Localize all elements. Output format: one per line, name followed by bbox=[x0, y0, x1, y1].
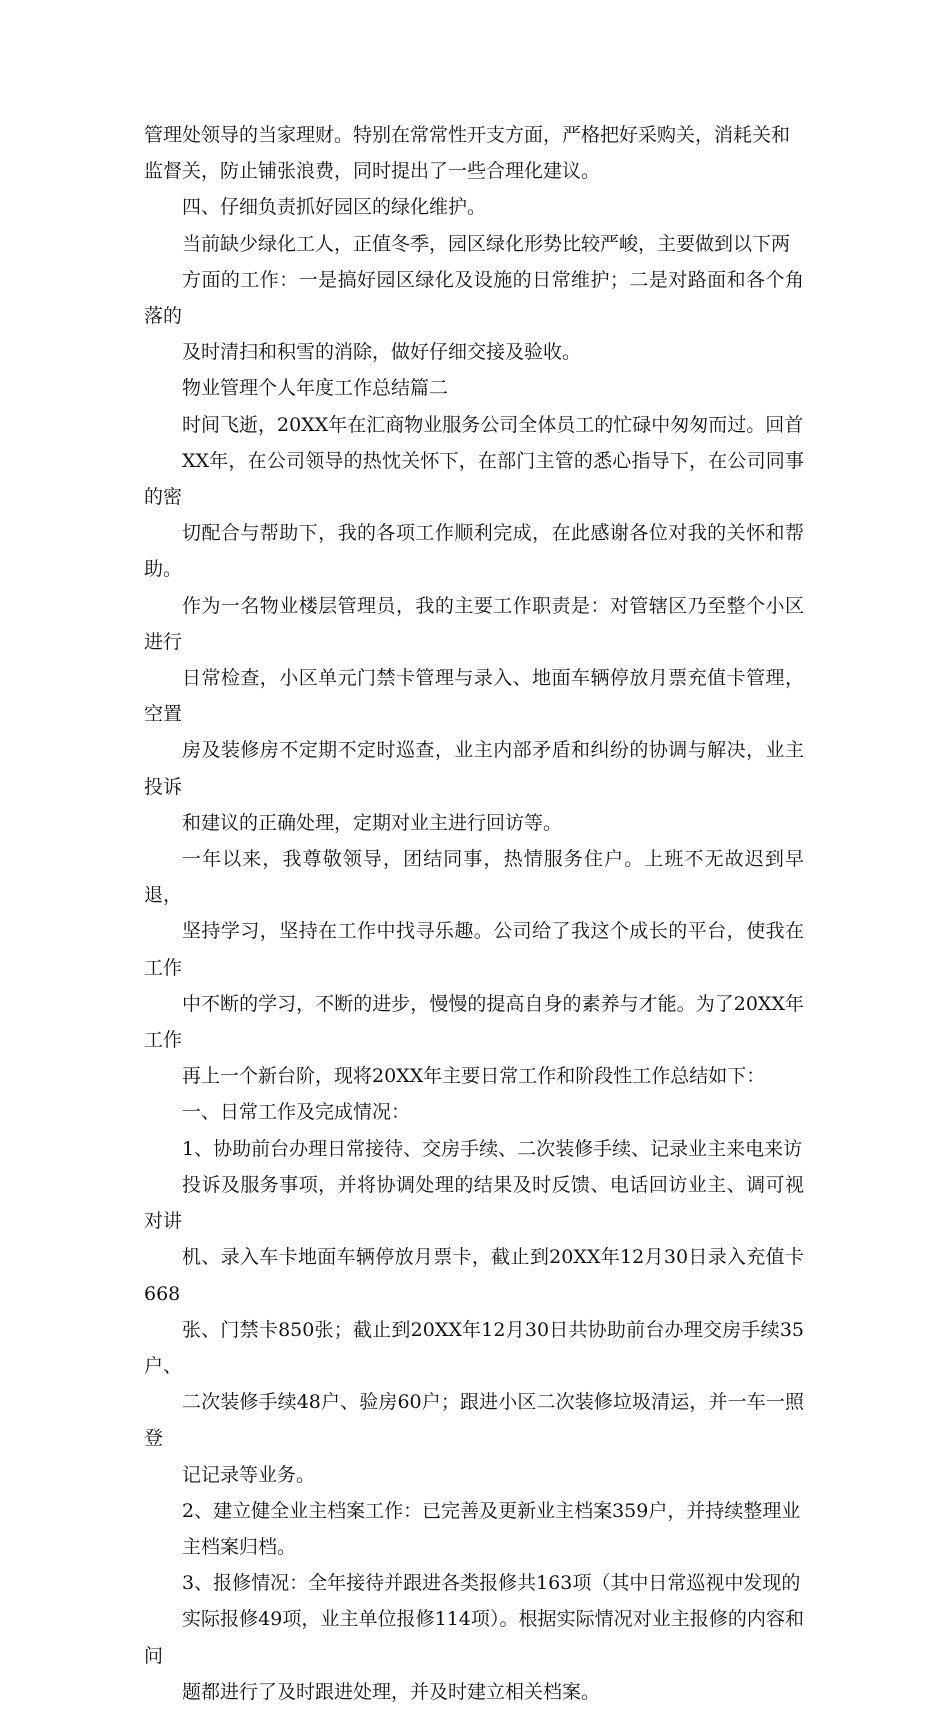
text-line: 方面的工作：一是搞好园区绿化及设施的日常维护；二是对路面和各个角落的 bbox=[144, 268, 804, 328]
text-line: 投诉及服务事项，并将协调处理的结果及时反馈、电话回访业主、调可视对讲 bbox=[144, 1173, 804, 1233]
text-line: 中不断的学习，不断的进步，慢慢的提高自身的素养与才能。为了20XX年工作 bbox=[144, 992, 804, 1052]
text-line: 房及装修房不定期不定时巡查，业主内部矛盾和纠纷的协调与解决，业主投诉 bbox=[144, 739, 804, 798]
text-line: 物业管理个人年度工作总结篇二 bbox=[182, 377, 449, 400]
text-line: 1、协助前台办理日常接待、交房手续、二次装修手续、记录业主来电来访 bbox=[182, 1137, 803, 1160]
text-line: 监督关，防止铺张浪费，同时提出了一些合理化建议。 bbox=[144, 160, 601, 183]
text-line: 记记录等业务。 bbox=[182, 1463, 316, 1486]
text-line: 主档案归档。 bbox=[182, 1535, 297, 1558]
text-line: 题都进行了及时跟进处理，并及时建立相关档案。 bbox=[182, 1680, 601, 1703]
text-line: 一、日常工作及完成情况： bbox=[182, 1101, 411, 1124]
text-line: 日常检查，小区单元门禁卡管理与录入、地面车辆停放月票充值卡管理，空置 bbox=[144, 667, 804, 726]
text-line: 及时清扫和积雪的消除，做好仔细交接及验收。 bbox=[182, 341, 582, 364]
paragraph bbox=[144, 1565, 804, 1710]
text-line: 一年以来，我尊敬领导，团结同事，热情服务住户。上班不无故迟到早退， bbox=[144, 848, 804, 907]
text-line: 再上一个新台阶，现将20XX年主要日常工作和阶段性工作总结如下： bbox=[182, 1065, 766, 1088]
text-line: 坚持学习，坚持在工作中找寻乐趣。公司给了我这个成长的平台，使我在工作 bbox=[144, 920, 804, 979]
text-line: 切配合与帮助下，我的各项工作顺利完成，在此感谢各位对我的关怀和帮助。 bbox=[144, 522, 804, 581]
text-line: 时间飞逝，20XX年在汇商物业服务公司全体员工的忙碌中匆匆而过。回首 bbox=[182, 413, 804, 436]
text-line: 机、录入车卡地面车辆停放月票卡，截止到20XX年12月30日录入充值卡668 bbox=[144, 1246, 804, 1305]
paragraph bbox=[144, 841, 804, 1094]
paragraph bbox=[144, 407, 804, 841]
paragraph bbox=[144, 1094, 804, 1130]
paragraph bbox=[144, 1131, 804, 1493]
paragraph bbox=[144, 370, 804, 406]
text-line: XX年，在公司领导的热忱关怀下，在部门主管的悉心指导下，在公司同事的密 bbox=[144, 449, 804, 509]
text-line: 二次装修手续48户、验房60户；跟进小区二次装修垃圾清运，并一车一照登 bbox=[144, 1391, 804, 1450]
paragraph bbox=[144, 226, 804, 371]
text-line: 和建议的正确处理，定期对业主进行回访等。 bbox=[182, 811, 563, 834]
text-line: 实际报修49项，业主单位报修114项）。根据实际情况对业主报修的内容和问 bbox=[144, 1608, 804, 1667]
text-line: 2、建立健全业主档案工作：已完善及更新业主档案359户，并持续整理业 bbox=[182, 1499, 801, 1522]
text-line: 四、仔细负责抓好园区的绿化维护。 bbox=[182, 196, 487, 219]
paragraph bbox=[144, 189, 804, 225]
paragraph bbox=[144, 1493, 804, 1565]
text-line: 3、报修情况：全年接待并跟进各类报修共163项（其中日常巡视中发现的 bbox=[182, 1572, 801, 1595]
text-line: 作为一名物业楼层管理员，我的主要工作职责是：对管辖区乃至整个小区进行 bbox=[144, 594, 804, 653]
text-line: 当前缺少绿化工人，正值冬季，园区绿化形势比较严峻，主要做到以下两 bbox=[182, 232, 791, 255]
paragraph bbox=[144, 117, 804, 189]
document-page bbox=[144, 117, 804, 1710]
text-line: 管理处领导的当家理财。特别在常常性开支方面，严格把好采购关，消耗关和 bbox=[144, 124, 791, 146]
text-line: 张、门禁卡850张；截止到20XX年12月30日共协助前台办理交房手续35户、 bbox=[144, 1318, 804, 1377]
